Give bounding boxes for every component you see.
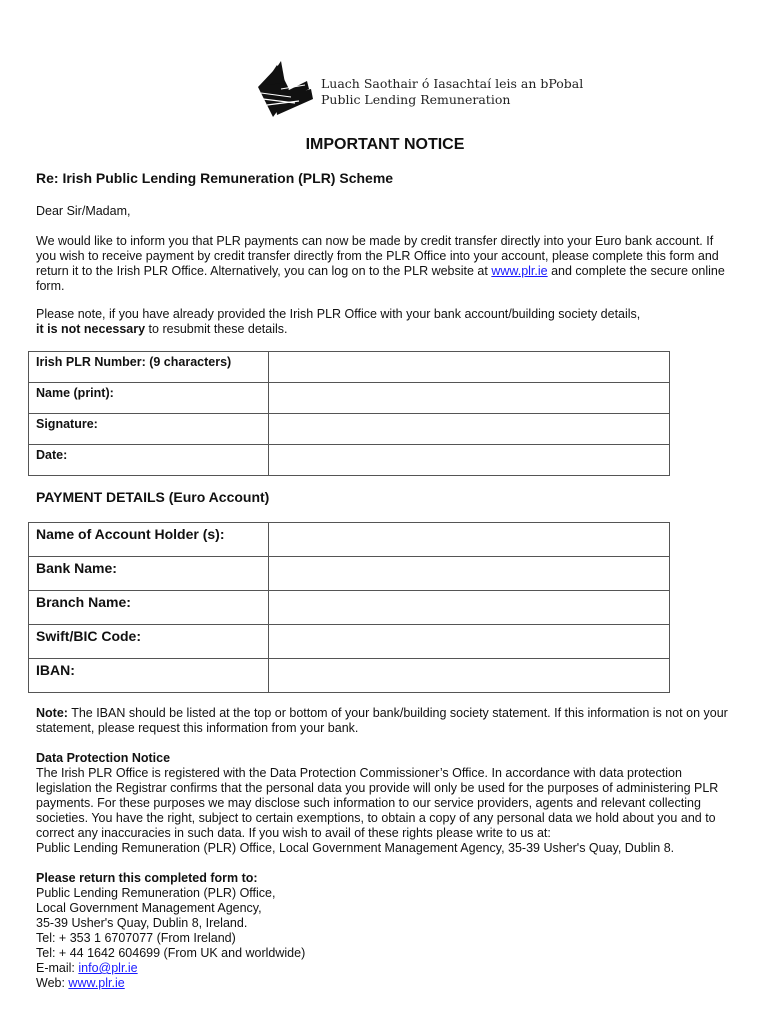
- payment-details-heading: PAYMENT DETAILS (Euro Account): [36, 489, 270, 505]
- return-line: Tel: + 353 1 6707077 (From Ireland): [36, 931, 236, 945]
- subject-line: Re: Irish Public Lending Remuneration (PLR) Scheme: [36, 170, 394, 186]
- account-holder-field[interactable]: [269, 523, 670, 557]
- table-row: [29, 659, 670, 693]
- plr-logo: [255, 59, 584, 119]
- bank-name-label: Bank Name:: [29, 557, 269, 591]
- swift-bic-field[interactable]: [269, 625, 670, 659]
- signature-field[interactable]: [269, 414, 670, 445]
- intro-paragraph: [36, 234, 736, 294]
- table-row: [29, 383, 670, 414]
- web-line: [36, 976, 736, 991]
- iban-label: IBAN:: [29, 659, 269, 693]
- return-line: 35-39 Usher's Quay, Dublin 8, Ireland.: [36, 916, 248, 930]
- table-row: [29, 352, 670, 383]
- return-heading: Please return this completed form to:: [36, 871, 258, 885]
- return-line: Local Government Management Agency,: [36, 901, 262, 915]
- note-text: The IBAN should be listed at the top or bottom of your bank/building society statement. If this information is not on your statement, please request this information from your bank.: [36, 706, 728, 735]
- email-link[interactable]: info@plr.ie: [78, 961, 138, 975]
- return-address-block: [36, 871, 736, 991]
- table-row: [29, 445, 670, 476]
- name-label: Name (print):: [29, 383, 269, 414]
- resubmit-text-end: to resubmit these details.: [145, 322, 288, 336]
- plr-number-label: Irish PLR Number: (9 characters): [29, 352, 269, 383]
- return-line: Public Lending Remuneration (PLR) Office,: [36, 886, 276, 900]
- web-label: Web:: [36, 976, 69, 990]
- name-field[interactable]: [269, 383, 670, 414]
- resubmit-text: Please note, if you have already provided the Irish PLR Office with your bank account/building society details,: [36, 307, 641, 321]
- table-row: [29, 557, 670, 591]
- email-line: [36, 961, 736, 976]
- table-row: [29, 414, 670, 445]
- intro-text: We would like to inform you that PLR payments can now be made by credit transfer directly into your Euro bank account. If you wish to receive payment by credit transfer directly from the PLR Office into your account, please complete this form and return it to the Irish PLR Office. Alternatively, you can log on to the PLR website at: [36, 234, 719, 278]
- date-field[interactable]: [269, 445, 670, 476]
- greeting: Dear Sir/Madam,: [36, 204, 131, 218]
- bank-name-field[interactable]: [269, 557, 670, 591]
- data-protection-address: Public Lending Remuneration (PLR) Office, Local Government Management Agency, 35-39 Usher's Quay, Dublin 8.: [36, 841, 675, 855]
- iban-field[interactable]: [269, 659, 670, 693]
- open-book-logo-icon: [255, 59, 317, 119]
- payment-details-table: [28, 522, 670, 693]
- signature-label: Signature:: [29, 414, 269, 445]
- intro-text-end: and complete the secure online form.: [36, 264, 725, 293]
- table-row: [29, 523, 670, 557]
- data-protection-body: The Irish PLR Office is registered with the Data Protection Commissioner’s Office. In accordance with data protection legislation the Registrar confirms that the personal data you provide will only be used for the purposes of administering PLR payments. For these purposes we may disclose such information to our service providers, agents and relevant collecting societies. You have the right, subject to certain exemptions, to obtain a copy of any personal data we hold about you and to correct any inaccuracies in such data. If you wish to avail of these rights please write to us at:: [36, 766, 719, 840]
- web-link[interactable]: www.plr.ie: [68, 976, 125, 990]
- account-holder-label: Name of Account Holder (s):: [29, 523, 269, 557]
- plr-website-link[interactable]: www.plr.ie: [491, 264, 548, 278]
- resubmit-paragraph: [36, 307, 736, 337]
- branch-name-label: Branch Name:: [29, 591, 269, 625]
- logo-irish-name: Luach Saothair ó Iasachtaí leis an bPobal: [321, 76, 584, 91]
- not-necessary-text: it is not necessary: [36, 322, 146, 336]
- plr-number-field[interactable]: [269, 352, 670, 383]
- date-label: Date:: [29, 445, 269, 476]
- email-label: E-mail:: [36, 961, 79, 975]
- personal-details-table: [28, 351, 670, 476]
- page-title: IMPORTANT NOTICE: [305, 136, 465, 153]
- iban-note: [36, 706, 736, 736]
- table-row: [29, 591, 670, 625]
- branch-name-field[interactable]: [269, 591, 670, 625]
- data-protection-notice: [36, 751, 736, 856]
- note-label: Note:: [36, 706, 68, 720]
- return-line: Tel: + 44 1642 604699 (From UK and worldwide): [36, 946, 306, 960]
- logo-english-name: Public Lending Remuneration: [321, 92, 511, 107]
- swift-bic-label: Swift/BIC Code:: [29, 625, 269, 659]
- table-row: [29, 625, 670, 659]
- data-protection-heading: Data Protection Notice: [36, 751, 171, 765]
